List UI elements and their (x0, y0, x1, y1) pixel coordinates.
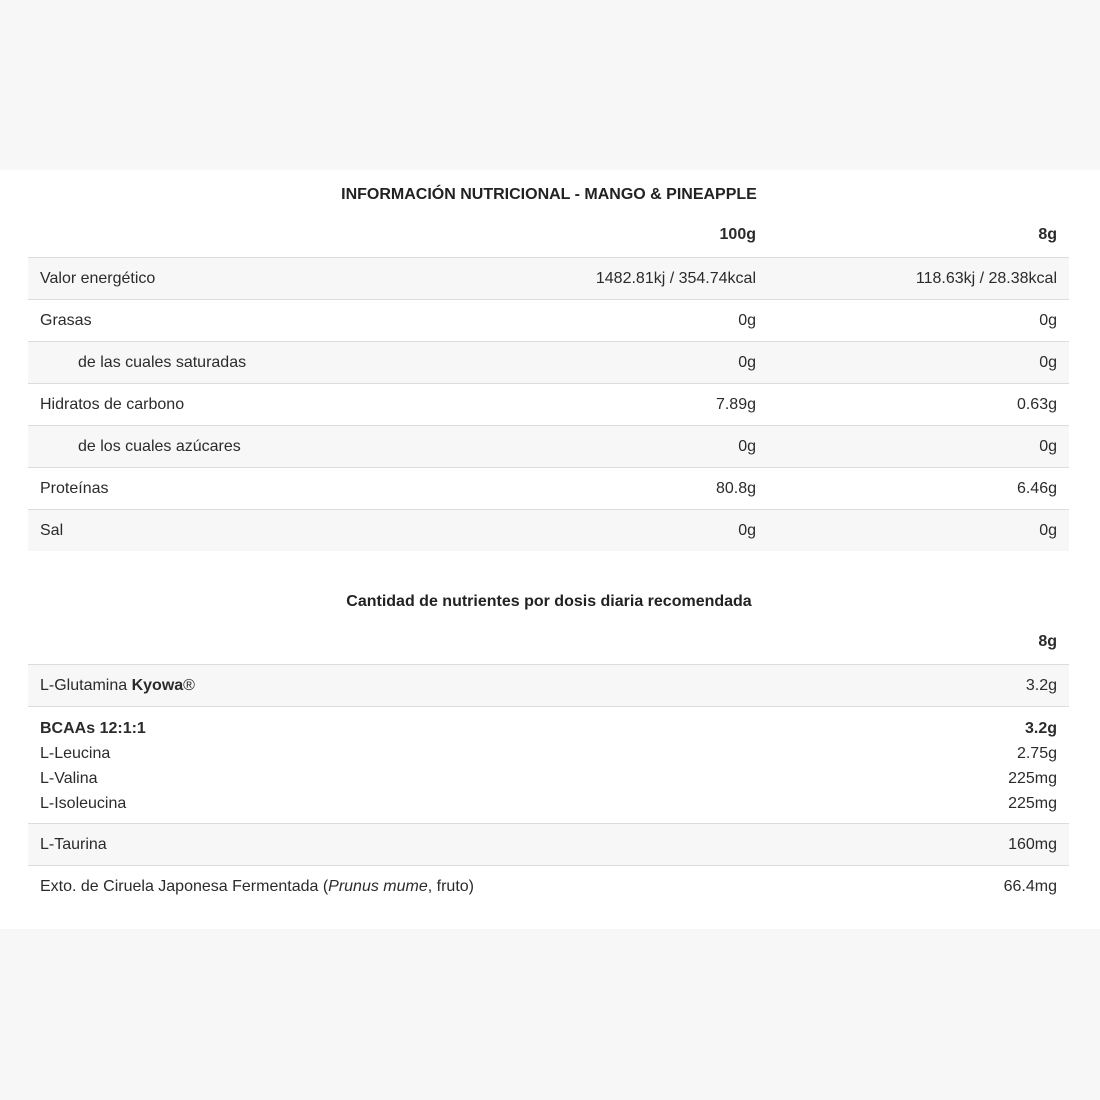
table-row (28, 383, 1069, 425)
column-header-100g: 100g (719, 226, 756, 243)
nutrition-table (28, 214, 1069, 551)
row-label (40, 866, 474, 908)
bcaa-item-value: 2.75g (1016, 745, 1057, 762)
table-row (28, 257, 1069, 299)
value-100g: 1482.81kj / 354.74kcal (595, 270, 756, 287)
table-row (28, 664, 1069, 706)
row-label: L-Taurina (40, 836, 107, 853)
table-row (28, 425, 1069, 467)
brand-name: Kyowa (131, 677, 184, 694)
row-label: Proteínas (40, 480, 109, 497)
value-100g: 0g (738, 312, 756, 329)
glutamine-label: L-Glutamina (40, 677, 132, 694)
latin-name: Prunus mume (328, 878, 428, 895)
bcaa-item-label: L-Valina (40, 770, 98, 787)
value-100g: 0g (738, 522, 756, 539)
value-8g: 0g (1039, 312, 1057, 329)
row-label (40, 665, 195, 707)
column-header-8g: 8g (1038, 226, 1057, 243)
row-label: Sal (40, 522, 64, 539)
bcaa-item-label: L-Leucina (40, 745, 111, 762)
value-8g: 0.63g (1016, 396, 1057, 413)
value-100g: 7.89g (715, 396, 756, 413)
column-header-8g: 8g (1038, 633, 1057, 650)
bcaa-value: 3.2g (1024, 720, 1057, 737)
table-row-bcaa (28, 706, 1069, 823)
daily-header-row (28, 621, 1069, 664)
value-100g: 0g (738, 438, 756, 455)
registered-mark: ® (183, 677, 195, 694)
table-row (28, 299, 1069, 341)
row-label: Hidratos de carbono (40, 396, 185, 413)
nutrition-title: INFORMACIÓN NUTRICIONAL - MANGO & PINEAPPLE (341, 186, 757, 203)
plum-label-suffix: , fruto) (427, 878, 474, 895)
value-8g: 66.4mg (1003, 878, 1057, 895)
daily-dose-title: Cantidad de nutrientes por dosis diaria recomendada (346, 593, 752, 610)
value-8g: 160mg (1008, 836, 1057, 853)
bcaa-labels (40, 716, 146, 816)
value-8g: 6.46g (1016, 480, 1057, 497)
value-8g: 0g (1039, 522, 1057, 539)
bcaa-item-value: 225mg (1008, 795, 1057, 812)
table-row (28, 865, 1069, 907)
table-row (28, 341, 1069, 383)
value-8g: 0g (1039, 438, 1057, 455)
value-8g: 0g (1039, 354, 1057, 371)
value-100g: 0g (738, 354, 756, 371)
bcaa-item-label: L-Isoleucina (40, 795, 127, 812)
row-label: Valor energético (40, 270, 156, 287)
daily-dose-table (28, 621, 1069, 907)
value-100g: 80.8g (715, 480, 756, 497)
table-row (28, 509, 1069, 551)
row-label: de las cuales saturadas (78, 354, 247, 371)
bcaa-label: BCAAs 12:1:1 (40, 720, 146, 737)
plum-label-prefix: Exto. de Ciruela Japonesa Fermentada ( (40, 878, 329, 895)
nutrition-panel (0, 170, 1100, 929)
bcaa-item-value: 225mg (1008, 770, 1057, 787)
row-label: Grasas (40, 312, 92, 329)
bcaa-values (1008, 716, 1057, 816)
table-row (28, 823, 1069, 865)
value-8g: 118.63kj / 28.38kcal (915, 270, 1057, 287)
value-8g: 3.2g (1025, 677, 1057, 694)
row-label: de los cuales azúcares (78, 438, 241, 455)
nutrition-header-row (28, 214, 1069, 257)
table-row (28, 467, 1069, 509)
